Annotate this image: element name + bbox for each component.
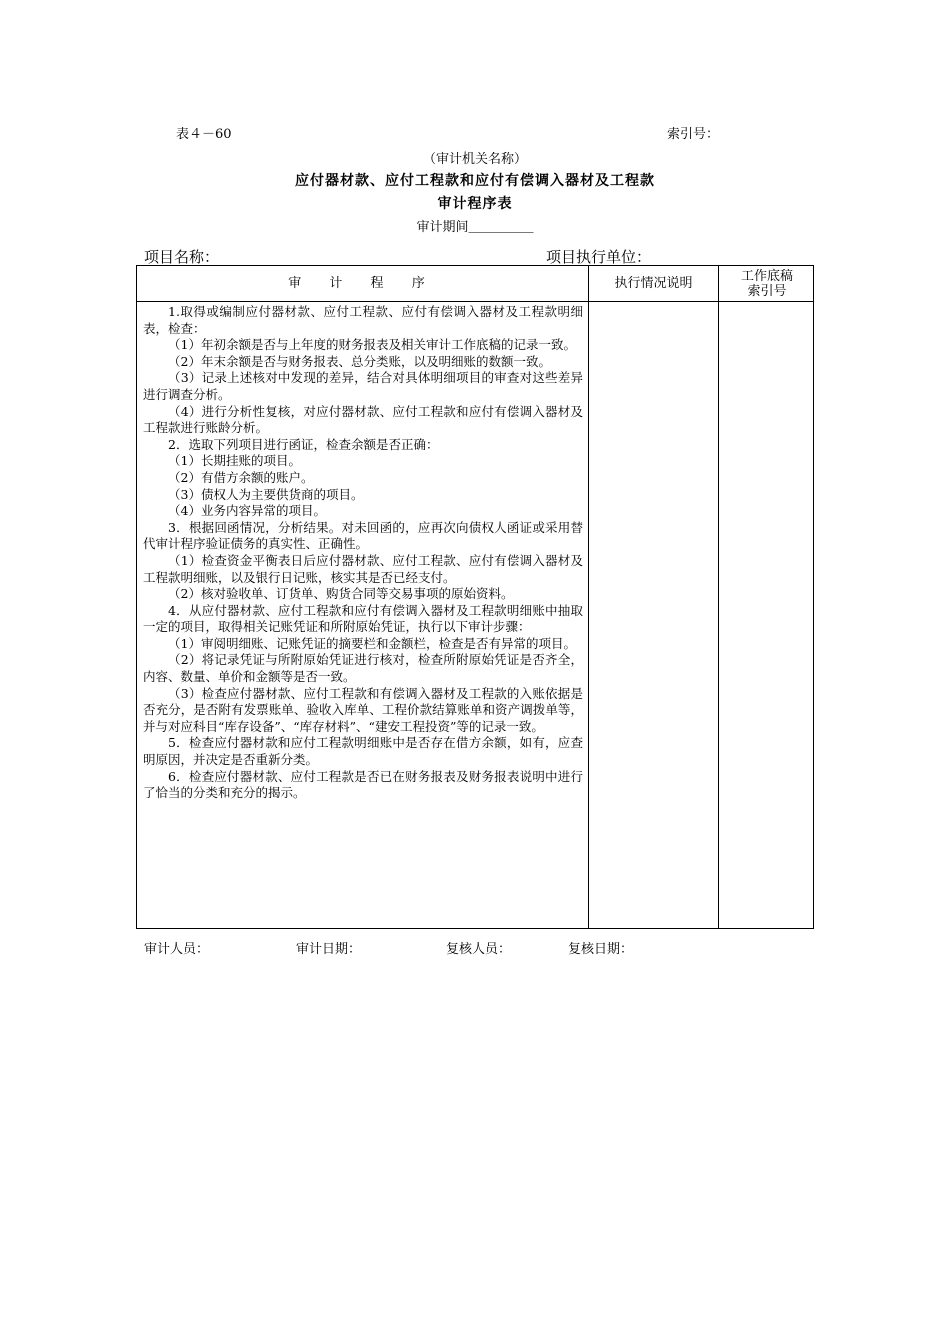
project-unit-label: 项目执行单位： [546, 248, 652, 266]
procedure-step: （4）业务内容异常的项目。 [168, 503, 326, 519]
workpaper-reference-cell[interactable] [719, 302, 815, 928]
procedure-step: 3．根据回函情况，分析结果。对未回函的，应再次向债权人函证或采用替代审计程序验证债务的真实性、正确性。 [143, 519, 583, 552]
table-number: 表４－60 [176, 127, 232, 142]
column-header-reference-line1: 工作底稿 [740, 268, 793, 284]
index-number-label: 索引号： [667, 127, 720, 142]
procedure-step: 4．从应付器材款、应付工程款和应付有偿调入器材及工程款明细账中抽取一定的项目，取得相关记账凭证和所附原始凭证，执行以下审计步骤： [143, 602, 583, 635]
procedure-step: （3）检查应付器材款、应付工程款和有偿调入器材及工程款的入账依据是否充分，是否附有发票账单、验收入库单、工程价款结算账单和资产调拨单等，并与对应科目“库存设备”、“库存材料”、“建安工程投资”等的记录一致。 [143, 685, 583, 734]
procedure-step: （1）检查资金平衡表日后应付器材款、应付工程款、应付有偿调入器材及工程款明细账，以及银行日记账，核实其是否已经支付。 [143, 552, 583, 585]
column-header-reference [719, 266, 815, 301]
procedure-step: （2）有借方余额的账户。 [168, 469, 314, 485]
audit-procedure-table [136, 265, 814, 929]
document-title: 应付器材款、应付工程款和应付有偿调入器材及工程款 [295, 173, 655, 189]
auditor-label: 审计人员： [144, 942, 210, 957]
procedure-step: （2）年末余额是否与财务报表、总分类账，以及明细账的数额一致。 [168, 353, 551, 369]
procedure-step: （2）将记录凭证与所附原始凭证进行核对，检查所附原始凭证是否齐全，内容、数量、单价和金额等是否一致。 [143, 652, 583, 685]
procedure-step: （1）审阅明细账、记账凭证的摘要栏和金额栏，检查是否有异常的项目。 [168, 635, 576, 651]
audit-agency-name: （审计机关名称） [422, 152, 527, 167]
procedure-step: （1）长期挂账的项目。 [168, 453, 301, 469]
procedure-list [143, 304, 583, 802]
procedure-step: （4）进行分析性复核，对应付器材款、应付工程款和应付有偿调入器材及工程款进行账龄分析。 [143, 403, 583, 436]
procedure-step: 6．检查应付器材款、应付工程款是否已在财务报表及财务报表说明中进行了恰当的分类和充分的揭示。 [143, 768, 583, 801]
procedure-step: 2．选取下列项目进行函证，检查余额是否正确： [168, 436, 439, 452]
execution-notes-cell[interactable] [589, 302, 718, 928]
procedure-step: 1.取得或编制应付器材款、应付工程款、应付有偿调入器材及工程款明细表，检查： [143, 304, 583, 336]
column-header-procedure: 审 计 程 序 [288, 276, 437, 291]
reviewer-label: 复核人员： [446, 942, 512, 957]
review-date-label: 复核日期： [568, 942, 634, 957]
audit-date-label: 审计日期： [296, 942, 362, 957]
procedure-step: （1）年初余额是否与上年度的财务报表及相关审计工作底稿的记录一致。 [168, 337, 576, 353]
document-subtitle: 审计程序表 [437, 196, 513, 212]
project-name-label: 项目名称： [144, 248, 220, 266]
column-header-reference-line2: 索引号 [747, 283, 787, 299]
audit-period: 审计期间＿＿＿＿＿ [416, 220, 534, 235]
procedure-step: （3）记录上述核对中发现的差异，结合对具体明细项目的审查对这些差异进行调查分析。 [143, 370, 583, 402]
column-header-execution: 执行情况说明 [614, 276, 693, 291]
procedure-step: （2）核对验收单、订货单、购货合同等交易事项的原始资料。 [168, 586, 514, 602]
procedure-step: 5．检查应付器材款和应付工程款明细账中是否存在借方余额，如有，应查明原因，并决定是否重新分类。 [143, 735, 583, 768]
procedure-step: （3）债权人为主要供货商的项目。 [168, 486, 364, 502]
